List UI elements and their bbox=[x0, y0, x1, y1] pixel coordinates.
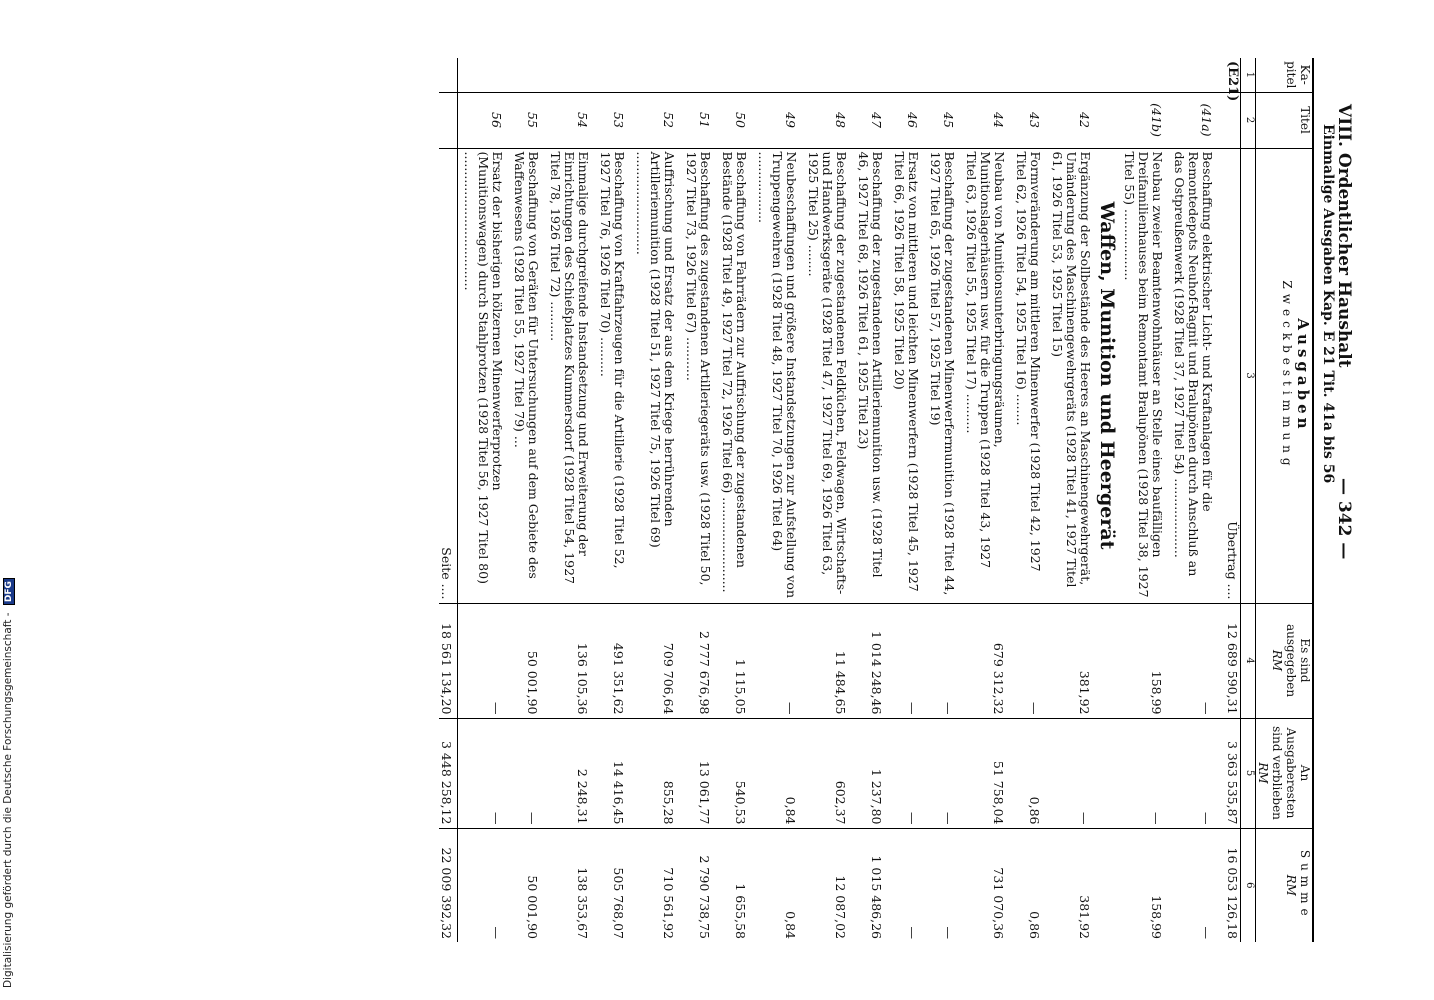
titel-cell: (41b) bbox=[1118, 92, 1168, 148]
col-number-5: 5 bbox=[1241, 718, 1256, 828]
summe-cell: 1 015 486,26 bbox=[852, 828, 888, 942]
kapitel-cell bbox=[1168, 58, 1218, 92]
table-row bbox=[960, 58, 1010, 942]
verblieben-cell: — bbox=[924, 718, 960, 828]
left-margin bbox=[0, 0, 30, 1000]
zweckbestimmung-cell: Beschaffung von Fahrrädern zur Auffrischung der zugestandenen Bestände (1928 Titel 49, 1927 Titel 72, 1926 Titel 66) ........................ bbox=[716, 148, 752, 603]
ausgegeben-label: Es sind ausgegeben bbox=[1284, 623, 1312, 698]
ausgegeben-cell: 2 777 676,98 bbox=[680, 603, 716, 718]
verblieben-label: An Ausgaberesten sind verblieben bbox=[1270, 726, 1312, 820]
kapitel-cell bbox=[630, 58, 680, 92]
seite-ausgegeben: 18 561 134,20 bbox=[439, 603, 458, 718]
titel-cell: 55 bbox=[508, 92, 544, 148]
kapitel-cell bbox=[888, 58, 924, 92]
verblieben-cell: 0,86 bbox=[1010, 718, 1046, 828]
zweckbestimmung-cell: Neubau von Munitionsunterbringungsräumen, Munitionslagerhäusern usw. für die Truppen (1928 Titel 43, 1927 Titel 63, 1926 Titel 55, 1925 Titel 17) .......... bbox=[960, 148, 1010, 603]
titel-cell: 47 bbox=[852, 92, 888, 148]
table-row bbox=[680, 58, 716, 942]
table-row bbox=[802, 58, 852, 942]
kapitel-cell bbox=[752, 58, 802, 92]
sub-title: Einmalige Ausgaben Kap. E 21 Tit. 41a bis 56 bbox=[1320, 124, 1336, 484]
kapitel-header: Ka-pitel bbox=[1256, 58, 1314, 92]
empty-cell bbox=[439, 92, 458, 148]
verblieben-header bbox=[1256, 718, 1314, 828]
verblieben-cell: 14 416,45 bbox=[594, 718, 630, 828]
verblieben-cell: — bbox=[458, 718, 509, 828]
kapitel-cell bbox=[544, 58, 594, 92]
verblieben-cell: 540,53 bbox=[716, 718, 752, 828]
ausgegeben-cell: — bbox=[752, 603, 802, 718]
col-number-6: 6 bbox=[1241, 828, 1256, 942]
seite-summe: 22 009 392,32 bbox=[439, 828, 458, 942]
verblieben-cell: 13 061,77 bbox=[680, 718, 716, 828]
empty-cell bbox=[1096, 92, 1118, 148]
summe-cell: 12 087,02 bbox=[802, 828, 852, 942]
table-row bbox=[508, 58, 544, 942]
titel-header: Titel bbox=[1256, 92, 1314, 148]
summe-cell: 731 070,36 bbox=[960, 828, 1010, 942]
verblieben-cell: — bbox=[1118, 718, 1168, 828]
zweckbestimmung-cell: Beschaffung elektrischer Licht- und Kraftanlagen für die Remontedepots Neuhof-Ragnit und Bralupönen durch Anschluß an das Ostpreußenwerk (1928 Titel 37, 1927 Titel 54) .................... bbox=[1168, 148, 1218, 603]
kapitel-cell bbox=[508, 58, 544, 92]
summe-cell: 505 768,07 bbox=[594, 828, 630, 942]
table-row bbox=[888, 58, 924, 942]
uebertrag-row bbox=[1218, 58, 1241, 942]
page-header bbox=[1316, 58, 1356, 942]
verblieben-cell: — bbox=[1046, 718, 1096, 828]
zweckbestimmung-cell: Beschaffung der zugestandenen Artilleriemunition usw. (1928 Titel 46, 1927 Titel 68, 1926 Titel 61, 1925 Titel 23) bbox=[852, 148, 888, 603]
ausgegeben-cell: — bbox=[458, 603, 509, 718]
ausgegeben-cell: — bbox=[1168, 603, 1218, 718]
kapitel-cell bbox=[852, 58, 888, 92]
ausgegeben-cell: — bbox=[888, 603, 924, 718]
section-heading-row bbox=[1096, 58, 1118, 942]
table-row bbox=[1010, 58, 1046, 942]
table-row bbox=[1168, 58, 1218, 942]
pre-rows bbox=[1118, 58, 1218, 942]
kapitel-cell bbox=[802, 58, 852, 92]
verblieben-cell: 855,28 bbox=[630, 718, 680, 828]
unit-label: RM bbox=[1270, 649, 1284, 672]
zweckbestimmung-cell: Formveränderung am mittleren Minenwerfer (1928 Titel 42, 1927 Titel 62, 1926 Titel 54, 1925 Titel 16) ........ bbox=[1010, 148, 1046, 603]
summe-cell: — bbox=[888, 828, 924, 942]
col-number-2: 2 bbox=[1241, 92, 1256, 148]
zweckbestimmung-cell: Neubau zweier Beamtenwohnhäuser an Stelle eines baufälligen Dreifamilienhauses beim Remontamt Bralupönen (1928 Titel 38, 1927 Titel 55) .................. bbox=[1118, 148, 1168, 603]
titel-cell: 50 bbox=[716, 92, 752, 148]
ausgegeben-cell: 50 001,90 bbox=[508, 603, 544, 718]
kapitel-cell bbox=[1118, 58, 1168, 92]
verblieben-cell: — bbox=[1168, 718, 1218, 828]
table-row bbox=[594, 58, 630, 942]
uebertrag-verblieben: 3 363 535,87 bbox=[1218, 718, 1241, 828]
ausgegeben-cell: 709 706,64 bbox=[630, 603, 680, 718]
summe-cell: — bbox=[1168, 828, 1218, 942]
ausgegeben-cell: 381,92 bbox=[1046, 603, 1096, 718]
ausgegeben-cell: 158,99 bbox=[1118, 603, 1168, 718]
summe-cell: 50 001,90 bbox=[508, 828, 544, 942]
kapitel-cell bbox=[960, 58, 1010, 92]
verblieben-cell: 1 237,80 bbox=[852, 718, 888, 828]
entry-rows bbox=[458, 58, 1097, 942]
ausgegeben-cell: 491 351,62 bbox=[594, 603, 630, 718]
zweckbestimmung-heading: Zweckbestimmung bbox=[1280, 280, 1294, 471]
zweckbestimmung-cell: Auffrischung und Ersatz der aus dem Kriege herrührenden Artilleriemunition (1928 Titel 51, 1927 Titel 75, 1926 Titel 69) .......................... bbox=[630, 148, 680, 603]
ausgegeben-cell: — bbox=[924, 603, 960, 718]
kapitel-cell bbox=[594, 58, 630, 92]
ausgaben-heading: Ausgaben bbox=[1294, 318, 1312, 433]
kapitel-cell bbox=[1010, 58, 1046, 92]
empty-cell bbox=[1096, 828, 1118, 942]
summe-cell: — bbox=[458, 828, 509, 942]
col-number-1: 1 bbox=[1241, 58, 1256, 92]
ausgegeben-cell: 679 312,32 bbox=[960, 603, 1010, 718]
ledger-table bbox=[439, 58, 1314, 942]
zweckbestimmung-cell: Ersatz von mittleren und leichten Minenwerfern (1928 Titel 45, 1927 Titel 66, 1926 Titel 58, 1925 Titel 20) bbox=[888, 148, 924, 603]
ausgegeben-cell: 136 105,36 bbox=[544, 603, 594, 718]
uebertrag-summe: 16 053 126,18 bbox=[1218, 828, 1241, 942]
ausgegeben-cell: 1 115,05 bbox=[716, 603, 752, 718]
kapitel-cell bbox=[716, 58, 752, 92]
zweckbestimmung-cell: Einmalige durchgreifende Instandsetzung und Erweiterung der Einrichtungen des Schießplatzes Kummersdorf (1928 Titel 54, 1927 Titel 78, 1926 Titel 72) .......... bbox=[544, 148, 594, 603]
table-row bbox=[852, 58, 888, 942]
zweckbestimmung-cell: Ergänzung der Sollbestände des Heeres an Maschinengewehrgerät, Umänderung des Maschinengewehrgeräts (1928 Titel 41, 1927 Titel 61, 1926 Titel 53, 1925 Titel 15) bbox=[1046, 148, 1096, 603]
titel-cell: (41a) bbox=[1168, 92, 1218, 148]
empty-cell bbox=[1096, 603, 1118, 718]
table-row bbox=[458, 58, 509, 942]
kapitel-cell bbox=[458, 58, 509, 92]
titel-cell: 44 bbox=[960, 92, 1010, 148]
dfg-logo: DFG bbox=[3, 578, 15, 605]
digitization-note bbox=[2, 581, 18, 988]
ausgegeben-cell: 1 014 248,46 bbox=[852, 603, 888, 718]
summe-cell: 381,92 bbox=[1046, 828, 1096, 942]
ausgegeben-cell: — bbox=[1010, 603, 1046, 718]
summe-cell: 158,99 bbox=[1118, 828, 1168, 942]
col-number-4: 4 bbox=[1241, 603, 1256, 718]
summe-cell: 2 790 738,75 bbox=[680, 828, 716, 942]
summe-cell: 0,84 bbox=[752, 828, 802, 942]
ausgegeben-cell: 11 484,65 bbox=[802, 603, 852, 718]
summe-cell: — bbox=[924, 828, 960, 942]
kapitel-cell bbox=[924, 58, 960, 92]
verblieben-cell: 0,84 bbox=[752, 718, 802, 828]
page-number: — 342 — bbox=[1334, 478, 1354, 560]
titel-cell: 51 bbox=[680, 92, 716, 148]
table-row bbox=[630, 58, 680, 942]
verblieben-cell: — bbox=[888, 718, 924, 828]
seite-label: Seite .... bbox=[439, 148, 458, 603]
unit-label: RM bbox=[1284, 874, 1298, 896]
titel-cell: 43 bbox=[1010, 92, 1046, 148]
titel-cell: 42 bbox=[1046, 92, 1096, 148]
section-heading: Waffen, Munition und Heergerät bbox=[1096, 148, 1118, 603]
digitization-note-text: Digitalisierung gefördert durch die Deutsche Forschungsgemeinschaft - bbox=[2, 612, 14, 988]
titel-cell: 54 bbox=[544, 92, 594, 148]
empty-cell bbox=[439, 58, 458, 92]
zweckbestimmung-header bbox=[1256, 148, 1314, 603]
uebertrag-label: Übertrag .... bbox=[1218, 148, 1241, 603]
empty-cell bbox=[1096, 58, 1118, 92]
zweckbestimmung-cell: Beschaffung der zugestandenen Minenwerfermunition (1928 Titel 44, 1927 Titel 65, 1926 Titel 57, 1925 Titel 19) bbox=[924, 148, 960, 603]
rotated-page bbox=[90, 58, 1356, 942]
verblieben-cell: — bbox=[508, 718, 544, 828]
summe-cell: 138 353,67 bbox=[544, 828, 594, 942]
titel-cell: 53 bbox=[594, 92, 630, 148]
titel-cell: 45 bbox=[924, 92, 960, 148]
titel-cell: 48 bbox=[802, 92, 852, 148]
zweckbestimmung-cell: Beschaffung von Geräten für Untersuchungen auf dem Gebiete des Waffenwesens (1928 Titel 55, 1927 Titel 79) ... bbox=[508, 148, 544, 603]
summe-cell: 0,86 bbox=[1010, 828, 1046, 942]
col-number-3: 3 bbox=[1241, 148, 1256, 603]
seite-verblieben: 3 448 258,12 bbox=[439, 718, 458, 828]
seite-row bbox=[439, 58, 458, 942]
column-number-row bbox=[1241, 58, 1256, 942]
table-row bbox=[924, 58, 960, 942]
titel-cell: 56 bbox=[458, 92, 509, 148]
zweckbestimmung-cell: Beschaffung des zugestandenen Artilleriegeräts usw. (1928 Titel 50, 1927 Titel 73, 1926 Titel 67) ........... bbox=[680, 148, 716, 603]
table-row bbox=[716, 58, 752, 942]
column-header-row bbox=[1256, 58, 1314, 942]
ausgegeben-header bbox=[1256, 603, 1314, 718]
summe-header bbox=[1256, 828, 1314, 942]
uebertrag-ausgegeben: 12 689 590,31 bbox=[1218, 603, 1241, 718]
zweckbestimmung-cell: Beschaffung von Kraftfahrzeugen für die Artillerie (1928 Titel 52, 1927 Titel 76, 1926 Titel 70) .......... bbox=[594, 148, 630, 603]
summe-cell: 710 561,92 bbox=[630, 828, 680, 942]
table-row bbox=[544, 58, 594, 942]
kapitel-cell bbox=[680, 58, 716, 92]
unit-label: RM bbox=[1256, 762, 1270, 784]
table-row bbox=[1046, 58, 1096, 942]
titel-cell: 49 bbox=[752, 92, 802, 148]
verblieben-cell: 2 248,31 bbox=[544, 718, 594, 828]
verblieben-cell: 602,37 bbox=[802, 718, 852, 828]
titel-cell: 46 bbox=[888, 92, 924, 148]
kapitel-cell bbox=[1046, 58, 1096, 92]
verblieben-cell: 51 758,04 bbox=[960, 718, 1010, 828]
empty-cell bbox=[1096, 718, 1118, 828]
kapitel-id: (E21) bbox=[1225, 61, 1240, 102]
zweckbestimmung-cell: Beschaffung der zugestandenen Feldküchen, Feldwagen, Wirtschafts- und Handwerksgeräte (1928 Titel 47, 1927 Titel 69, 1926 Titel 63, 1925 Titel 25) ........ bbox=[802, 148, 852, 603]
titel-cell: 52 bbox=[630, 92, 680, 148]
table-row bbox=[1118, 58, 1168, 942]
section-title: VIII. Ordentlicher Haushalt bbox=[1334, 104, 1354, 368]
summe-label: Summe bbox=[1298, 849, 1312, 921]
zweckbestimmung-cell: Ersatz der bisherigen hölzernen Minenwerferprotzen (Munitionswagen) durch Stahlprotzen (1928 Titel 56, 1927 Titel 80) ................................... bbox=[458, 148, 509, 603]
table-row bbox=[752, 58, 802, 942]
summe-cell: 1 655,58 bbox=[716, 828, 752, 942]
zweckbestimmung-cell: Neubeschaffungen und größere Instandsetzungen zur Aufstellung von Truppengewehren (1928 Titel 48, 1927 Titel 70, 1926 Titel 64) .................. bbox=[752, 148, 802, 603]
